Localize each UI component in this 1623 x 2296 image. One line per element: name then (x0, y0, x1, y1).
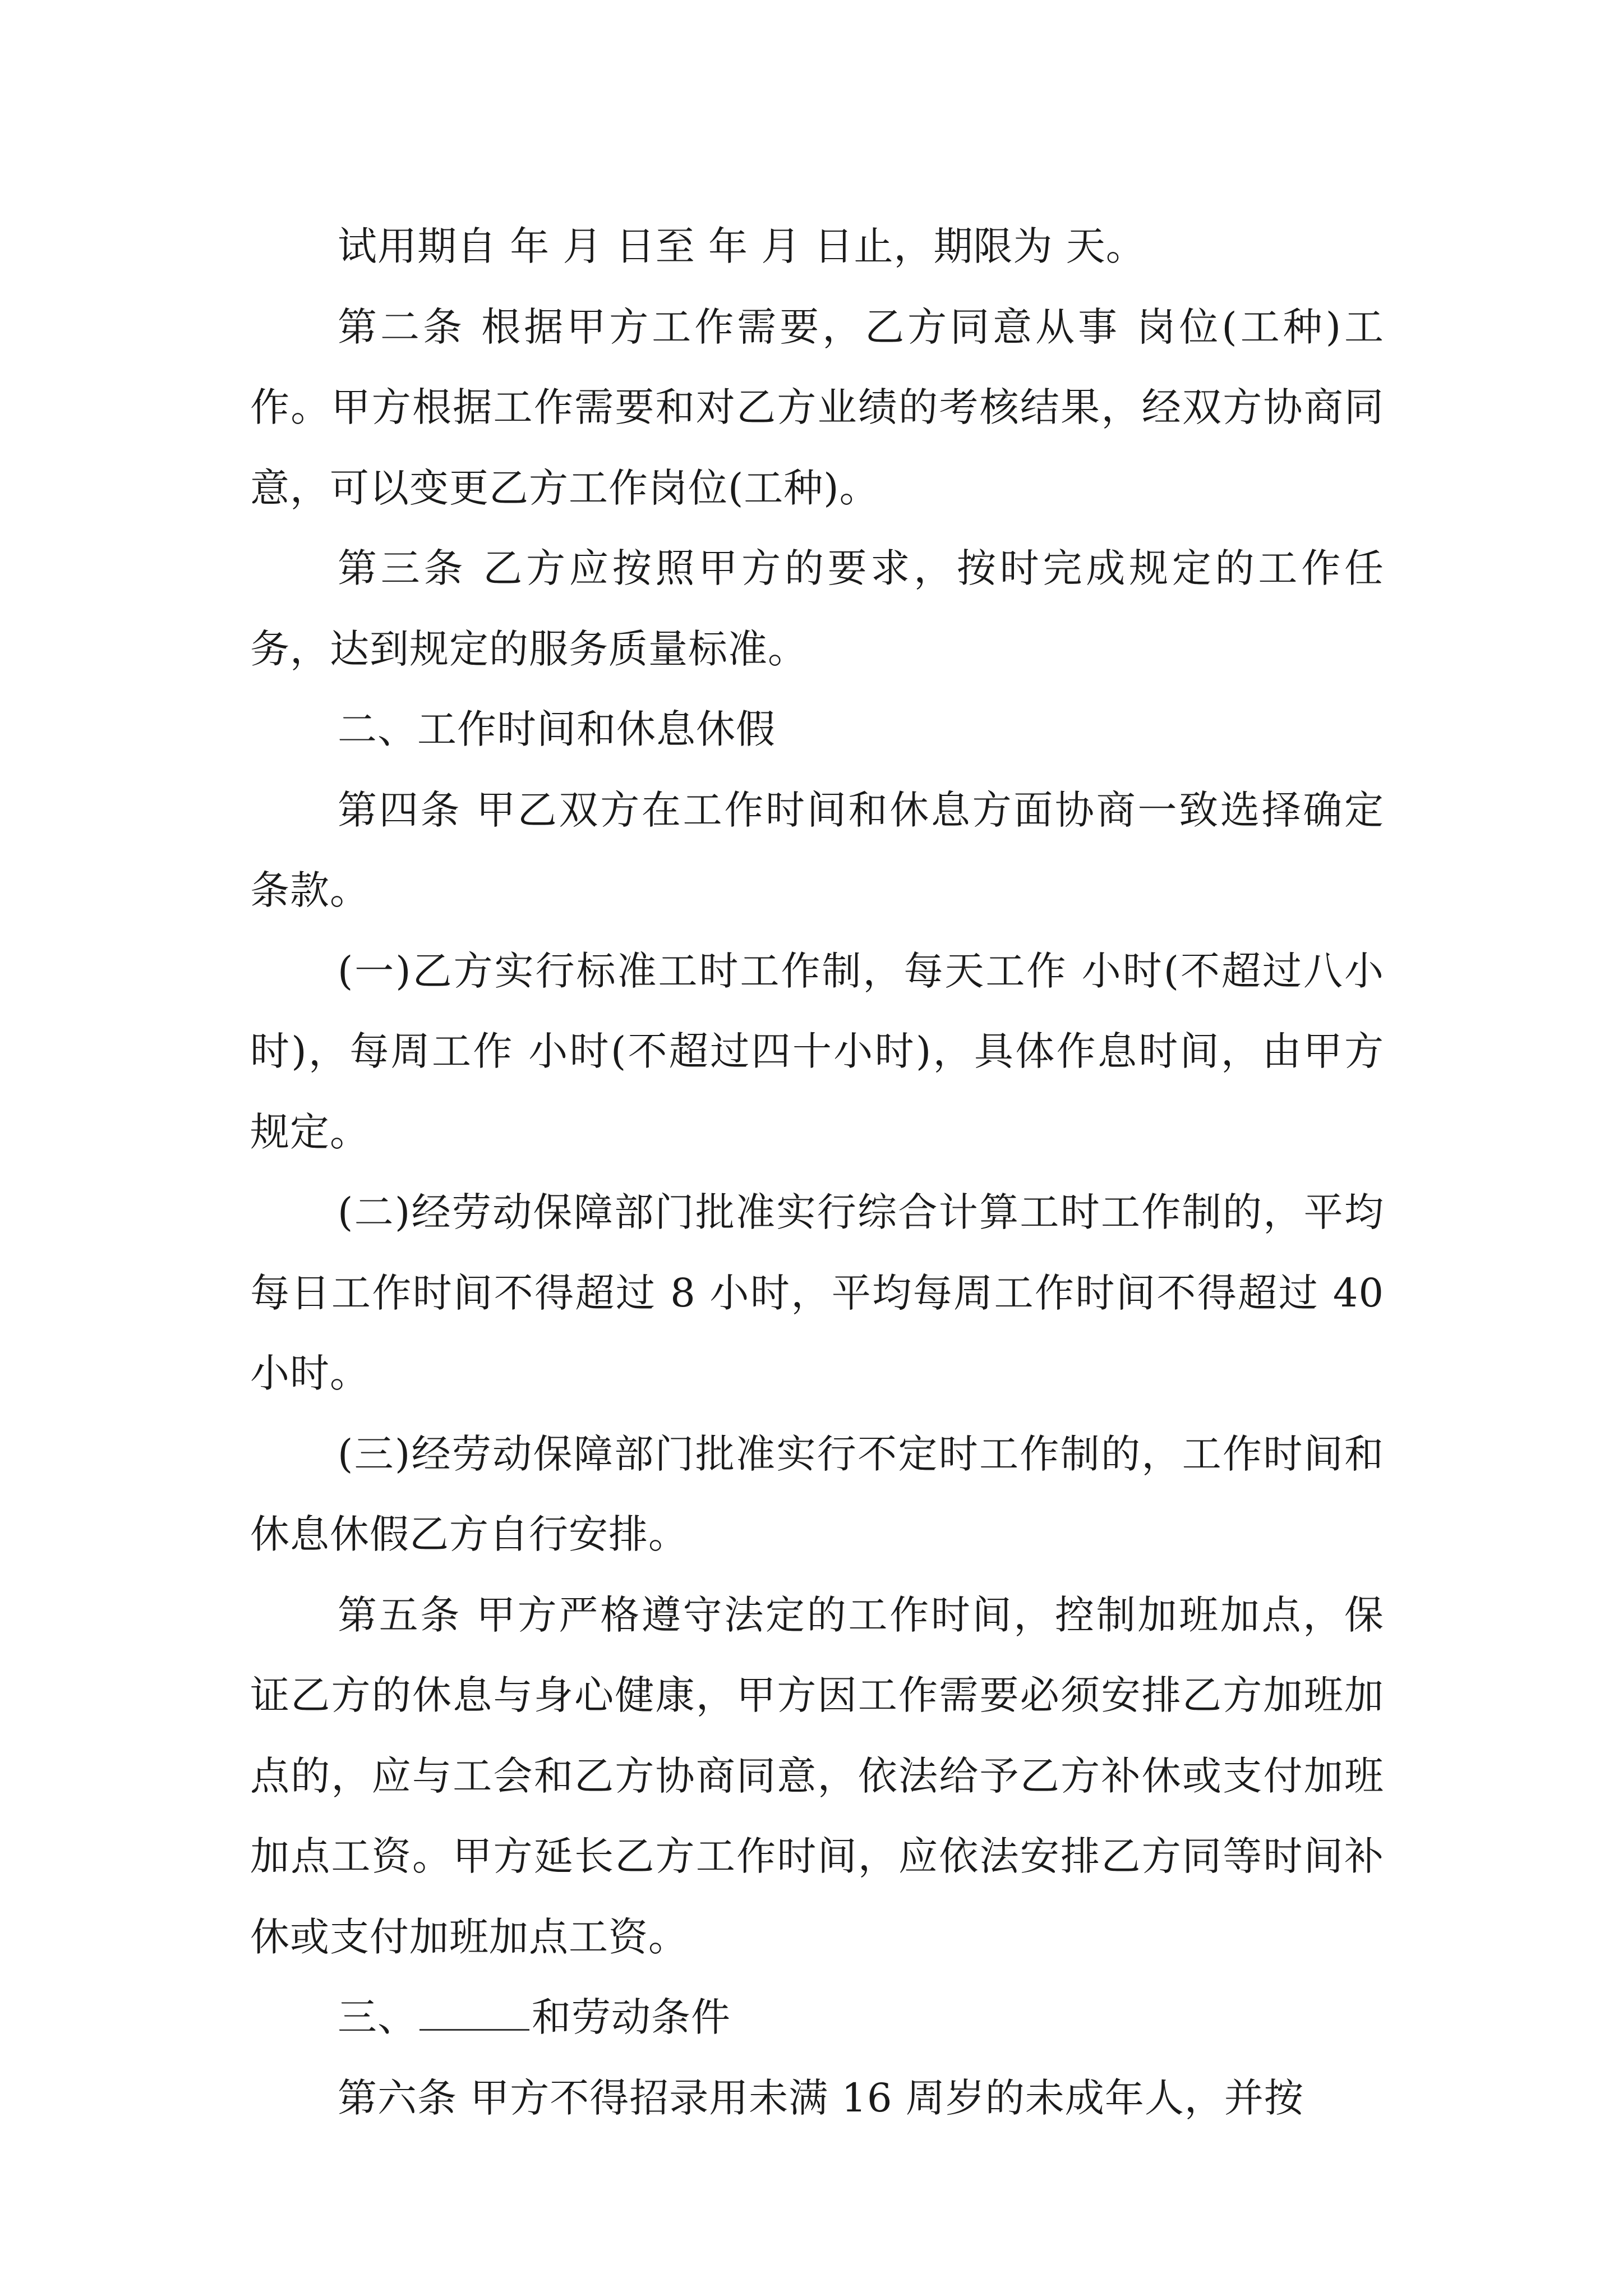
section-heading-3 (250, 1977, 1384, 2058)
paragraph-article-6: 第六条 甲方不得招录用未满 16 周岁的未成年人，并按 (338, 2074, 1304, 2121)
paragraph-article-2: 第二条 根据甲方工作需要，乙方同意从事 岗位(工种)工作。甲方根据工作需要和对乙方业绩的考核结果，经双方协商同意，可以变更乙方工作岗位(工种)。 (250, 303, 1384, 511)
document-body (250, 206, 1384, 2138)
paragraph-article-3: 第三条 乙方应按照甲方的要求，按时完成规定的工作任务，达到规定的服务质量标准。 (250, 545, 1384, 672)
section-heading-2: 二、工作时间和休息休假 (338, 706, 776, 752)
paragraph-article-4: 第四条 甲乙双方在工作时间和休息方面协商一致选择确定 条款。 (250, 786, 1384, 913)
paragraph-item-3: (三)经劳动保障部门批准实行不定时工作制的，工作时间和休息休假乙方自行安排。 (250, 1430, 1384, 1557)
blank-underline (419, 2027, 529, 2031)
paragraph-probation: 试用期自 年 月 日至 年 月 日止，期限为 天。 (338, 223, 1146, 269)
section-heading-3-suffix: 和劳动条件 (532, 1994, 731, 2040)
paragraph-item-1: (一)乙方实行标准工时工作制，每天工作 小时(不超过八小时)，每周工作 小时(不超过四十小时)，具体作息时间，由甲方规定。 (250, 947, 1384, 1155)
section-heading-3-prefix: 三、 (338, 1994, 417, 2040)
paragraph-article-5: 第五条 甲方严格遵守法定的工作时间，控制加班加点，保证乙方的休息与身心健康，甲方因工作需要必须安排乙方加班加点的，应与工会和乙方协商同意，依法给予乙方补休或支付加班加点工资。甲方延长乙方工作时间，应依法安排乙方同等时间补休或支付加班加点工资。 (250, 1591, 1384, 1960)
paragraph-item-2: (二)经劳动保障部门批准实行综合计算工时工作制的，平均每日工作时间不得超过 8 小时，平均每周工作时间不得超过 40 小时。 (250, 1189, 1384, 1396)
